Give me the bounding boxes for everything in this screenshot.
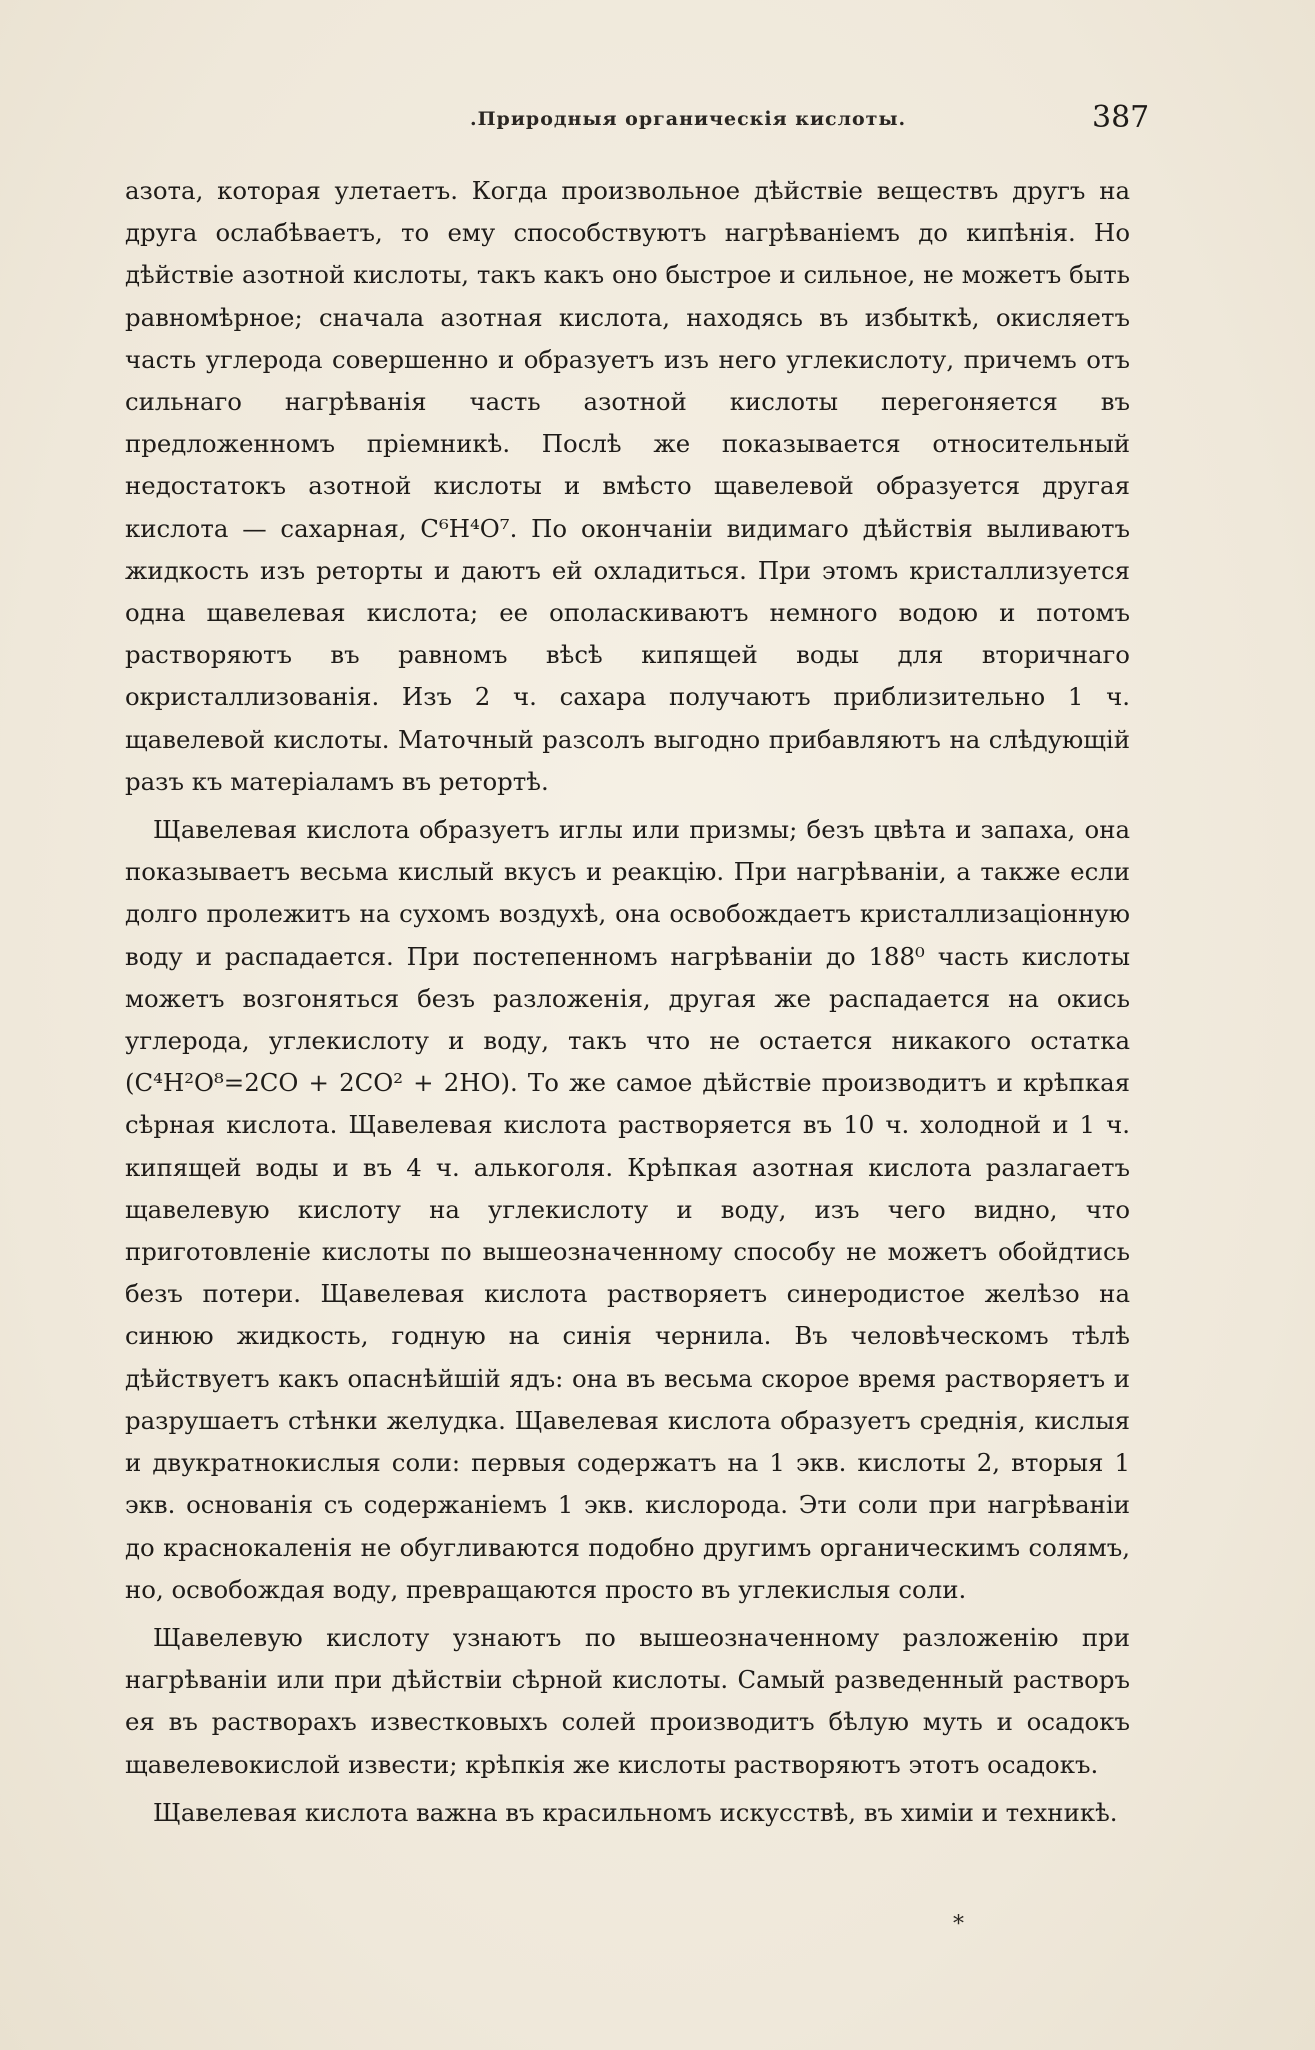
page-number: 387 [1092,100,1150,135]
signature-mark: * [953,1912,964,1937]
paragraph-uses: Щавелевая кислота важна въ красильномъ искусствѣ, въ химіи и техникѣ. [153,1797,1118,1827]
paragraph-properties: Щавелевая кислота образуетъ иглы или призмы; безъ цвѣта и запаха, она показываетъ весьма кислый вкусъ и реакцію. При нагрѣваніи, а также если долго пролежитъ на сухомъ воздухѣ, она освобождаетъ кристаллизаціонную воду и распадается. При постепенномъ нагрѣваніи до 188⁰ часть кислоты можетъ возгоняться безъ разложенія, другая же распадается на окись углерода, углекислоту и воду, такъ что не остается никакого остатка (C⁴H²O⁸=2CO + 2CO² + 2HO). То же самое дѣйствіе производитъ и крѣпкая сѣрная кислота. Щавелевая кислота растворяется въ 10 ч. холодной и 1 ч. кипящей воды и въ 4 ч. алькоголя. Крѣпкая азотная кислота разлагаетъ щавелевую кислоту на углекислоту и воду, изъ чего видно, что приготовленіе кислоты по вышеозначенному способу не можетъ обойдтись безъ потери. Щавелевая кислота растворяетъ синеродистое желѣзо на синюю жидкость, годную на синія чернила. Въ человѣческомъ тѣлѣ дѣйствуетъ какъ опаснѣйшій ядъ: она въ весьма скорое время растворяетъ и разрушаетъ стѣнки желудка. Щавелевая кислота образуетъ среднія, кислыя и двукратнокислыя соли: первыя содержатъ на 1 экв. кислоты 2, вторыя 1 экв. основанія съ содержаніемъ 1 экв. кислорода. Эти соли при нагрѣваніи до краснокаленія не обугливаются подобно другимъ органическимъ солямъ, но, освобождая воду, превращаются просто въ углекислыя соли. [125,815,1130,1604]
running-title: .Природныя органическія кислоты. [470,108,907,130]
paragraph-continuation: азота, которая улетаетъ. Когда произвольное дѣйствіе веществъ другъ на друга ослабѣваетъ, то ему способствуютъ нагрѣваніемъ до кипѣнія. Но дѣйствіе азотной кислоты, такъ какъ оно быстрое и сильное, не можетъ быть равномѣрное; сначала азотная кислота, находясь въ избыткѣ, окисляетъ часть углерода совершенно и образуетъ изъ него углекислоту, причемъ отъ сильнаго нагрѣванія часть азотной кислоты перегоняется въ предложенномъ пріемникѣ. Послѣ же показывается относительный недостатокъ азотной кислоты и вмѣсто щавелевой образуется другая кислота — сахарная, C⁶H⁴O⁷. По окончаніи видимаго дѣйствія выливаютъ жидкость изъ реторты и даютъ ей охладиться. При этомъ кристаллизуется одна щавелевая кислота; ее ополаскиваютъ немного водою и потомъ растворяютъ въ равномъ вѣсѣ кипящей воды для вторичнаго окристаллизованія. Изъ 2 ч. сахара получаютъ приблизительно 1 ч. щавелевой кислоты. Маточный разсолъ выгодно прибавляютъ на слѣдующій разъ къ матеріаламъ въ ретортѣ. [125,176,1130,796]
paragraph-detection: Щавелевую кислоту узнаютъ по вышеозначенному разложенію при нагрѣваніи или при дѣйствіи сѣрной кислоты. Самый разведенный растворъ ея въ растворахъ известковыхъ солей производитъ бѣлую муть и осадокъ щавелевокислой извести; крѣпкія же кислоты растворяютъ этотъ осадокъ. [125,1622,1130,1779]
body-text [125,170,1130,1834]
